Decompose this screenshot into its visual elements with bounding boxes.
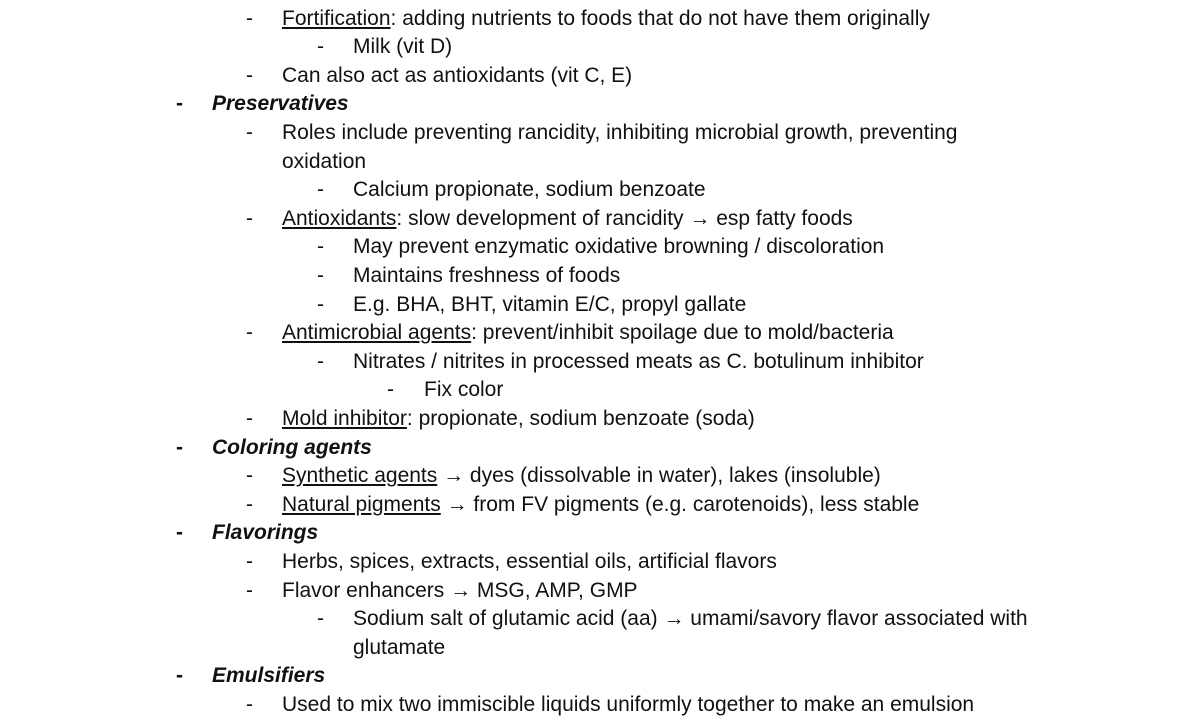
bullet-marker: - xyxy=(176,92,183,116)
list-item xyxy=(0,605,1200,634)
list-item xyxy=(0,205,1200,234)
list-item xyxy=(0,462,1200,491)
bullet-marker: - xyxy=(317,292,324,316)
defined-term: Antimicrobial agents xyxy=(282,321,472,345)
section-heading xyxy=(0,434,1200,463)
bullet-marker: - xyxy=(246,6,253,30)
item-description: Milk (vit D) xyxy=(353,35,453,59)
list-item-text xyxy=(353,262,620,291)
item-description: Emulsifiers xyxy=(212,664,326,688)
section-heading xyxy=(0,90,1200,119)
item-description: : adding nutrients to foods that do not have them originally xyxy=(390,6,930,30)
bullet-marker: - xyxy=(317,263,324,287)
item-description: Nitrates / nitrites in processed meats as C. botulinum inhibitor xyxy=(353,349,924,373)
item-description: → dyes (dissolvable in water), lakes (insoluble) xyxy=(437,464,881,488)
list-item xyxy=(0,491,1200,520)
bullet-marker: - xyxy=(246,63,253,87)
list-item-text xyxy=(212,519,318,548)
item-description: E.g. BHA, BHT, vitamin E/C, propyl gallate xyxy=(353,292,747,316)
bullet-marker: - xyxy=(246,464,253,488)
item-description: Used to mix two immiscible liquids uniformly together to make an emulsion xyxy=(282,692,975,716)
list-item xyxy=(0,148,1200,177)
list-item xyxy=(0,577,1200,606)
list-item xyxy=(0,291,1200,320)
item-description: Flavorings xyxy=(212,521,319,545)
list-item-text xyxy=(282,319,894,348)
bullet-marker: - xyxy=(317,178,324,202)
list-item xyxy=(0,376,1200,405)
bullet-marker: - xyxy=(246,406,253,430)
list-item-text xyxy=(282,462,881,491)
bullet-marker: - xyxy=(176,664,183,688)
list-item-text xyxy=(424,376,503,405)
bullet-marker: - xyxy=(317,349,324,373)
defined-term: Natural pigments xyxy=(282,492,441,516)
list-item-text xyxy=(212,662,325,691)
bullet-marker: - xyxy=(176,521,183,545)
list-item-text xyxy=(353,634,445,663)
item-description: Coloring agents xyxy=(212,435,372,459)
item-description: Sodium salt of glutamic acid (aa) → umami/savory flavor associated with xyxy=(353,607,1028,631)
list-item-text xyxy=(282,148,366,177)
list-item-text xyxy=(282,577,638,606)
list-item-text xyxy=(282,62,632,91)
item-description: : prevent/inhibit spoilage due to mold/bacteria xyxy=(471,321,894,345)
list-item-text xyxy=(282,405,755,434)
defined-term: Mold inhibitor xyxy=(282,406,407,430)
list-item xyxy=(0,634,1200,663)
list-item xyxy=(0,62,1200,91)
list-item xyxy=(0,233,1200,262)
item-description: Preservatives xyxy=(212,92,349,116)
defined-term: Fortification xyxy=(282,6,391,30)
list-item-text xyxy=(353,291,746,320)
list-item-text xyxy=(282,205,853,234)
item-description: Roles include preventing rancidity, inhibiting microbial growth, preventing xyxy=(282,120,958,144)
item-description: → from FV pigments (e.g. carotenoids), less stable xyxy=(440,492,920,516)
list-item-text xyxy=(353,605,1028,634)
list-item xyxy=(0,176,1200,205)
list-item xyxy=(0,691,1200,720)
section-heading xyxy=(0,662,1200,691)
item-description: Fix color xyxy=(424,378,504,402)
list-item xyxy=(0,319,1200,348)
bullet-marker: - xyxy=(246,492,253,516)
bullet-marker: - xyxy=(317,35,324,59)
bullet-marker: - xyxy=(317,607,324,631)
item-description: : propionate, sodium benzoate (soda) xyxy=(406,406,755,430)
bullet-marker: - xyxy=(387,378,394,402)
item-description: Flavor enhancers → MSG, AMP, GMP xyxy=(282,578,638,602)
bullet-marker: - xyxy=(246,549,253,573)
item-description: Calcium propionate, sodium benzoate xyxy=(353,178,706,202)
item-description: Can also act as antioxidants (vit C, E) xyxy=(282,63,633,87)
item-description: Herbs, spices, extracts, essential oils, artificial flavors xyxy=(282,549,777,573)
list-item-text xyxy=(353,233,884,262)
item-description: May prevent enzymatic oxidative browning / discoloration xyxy=(353,235,885,259)
bullet-marker: - xyxy=(246,120,253,144)
defined-term: Antioxidants xyxy=(282,206,397,230)
item-description: oxidation xyxy=(282,149,367,173)
list-item xyxy=(0,348,1200,377)
defined-term: Synthetic agents xyxy=(282,464,438,488)
bullet-marker: - xyxy=(246,578,253,602)
list-item-text xyxy=(353,33,452,62)
list-item-text xyxy=(212,90,349,119)
list-item xyxy=(0,405,1200,434)
list-item xyxy=(0,33,1200,62)
list-item xyxy=(0,548,1200,577)
list-item-text xyxy=(353,176,706,205)
bullet-marker: - xyxy=(246,321,253,345)
item-description: Maintains freshness of foods xyxy=(353,263,621,287)
list-item xyxy=(0,5,1200,34)
section-heading xyxy=(0,519,1200,548)
bullet-marker: - xyxy=(246,692,253,716)
list-item-text xyxy=(282,548,777,577)
list-item-text xyxy=(282,491,919,520)
item-description: : slow development of rancidity → esp fatty foods xyxy=(396,206,853,230)
list-item-text xyxy=(212,434,372,463)
list-item-text xyxy=(282,119,957,148)
item-description: glutamate xyxy=(353,635,446,659)
list-item-text xyxy=(282,5,930,34)
list-item xyxy=(0,262,1200,291)
list-item-text xyxy=(282,691,974,720)
bullet-marker: - xyxy=(246,206,253,230)
list-item xyxy=(0,119,1200,148)
bullet-marker: - xyxy=(176,435,183,459)
bullet-marker: - xyxy=(317,235,324,259)
list-item-text xyxy=(353,348,924,377)
